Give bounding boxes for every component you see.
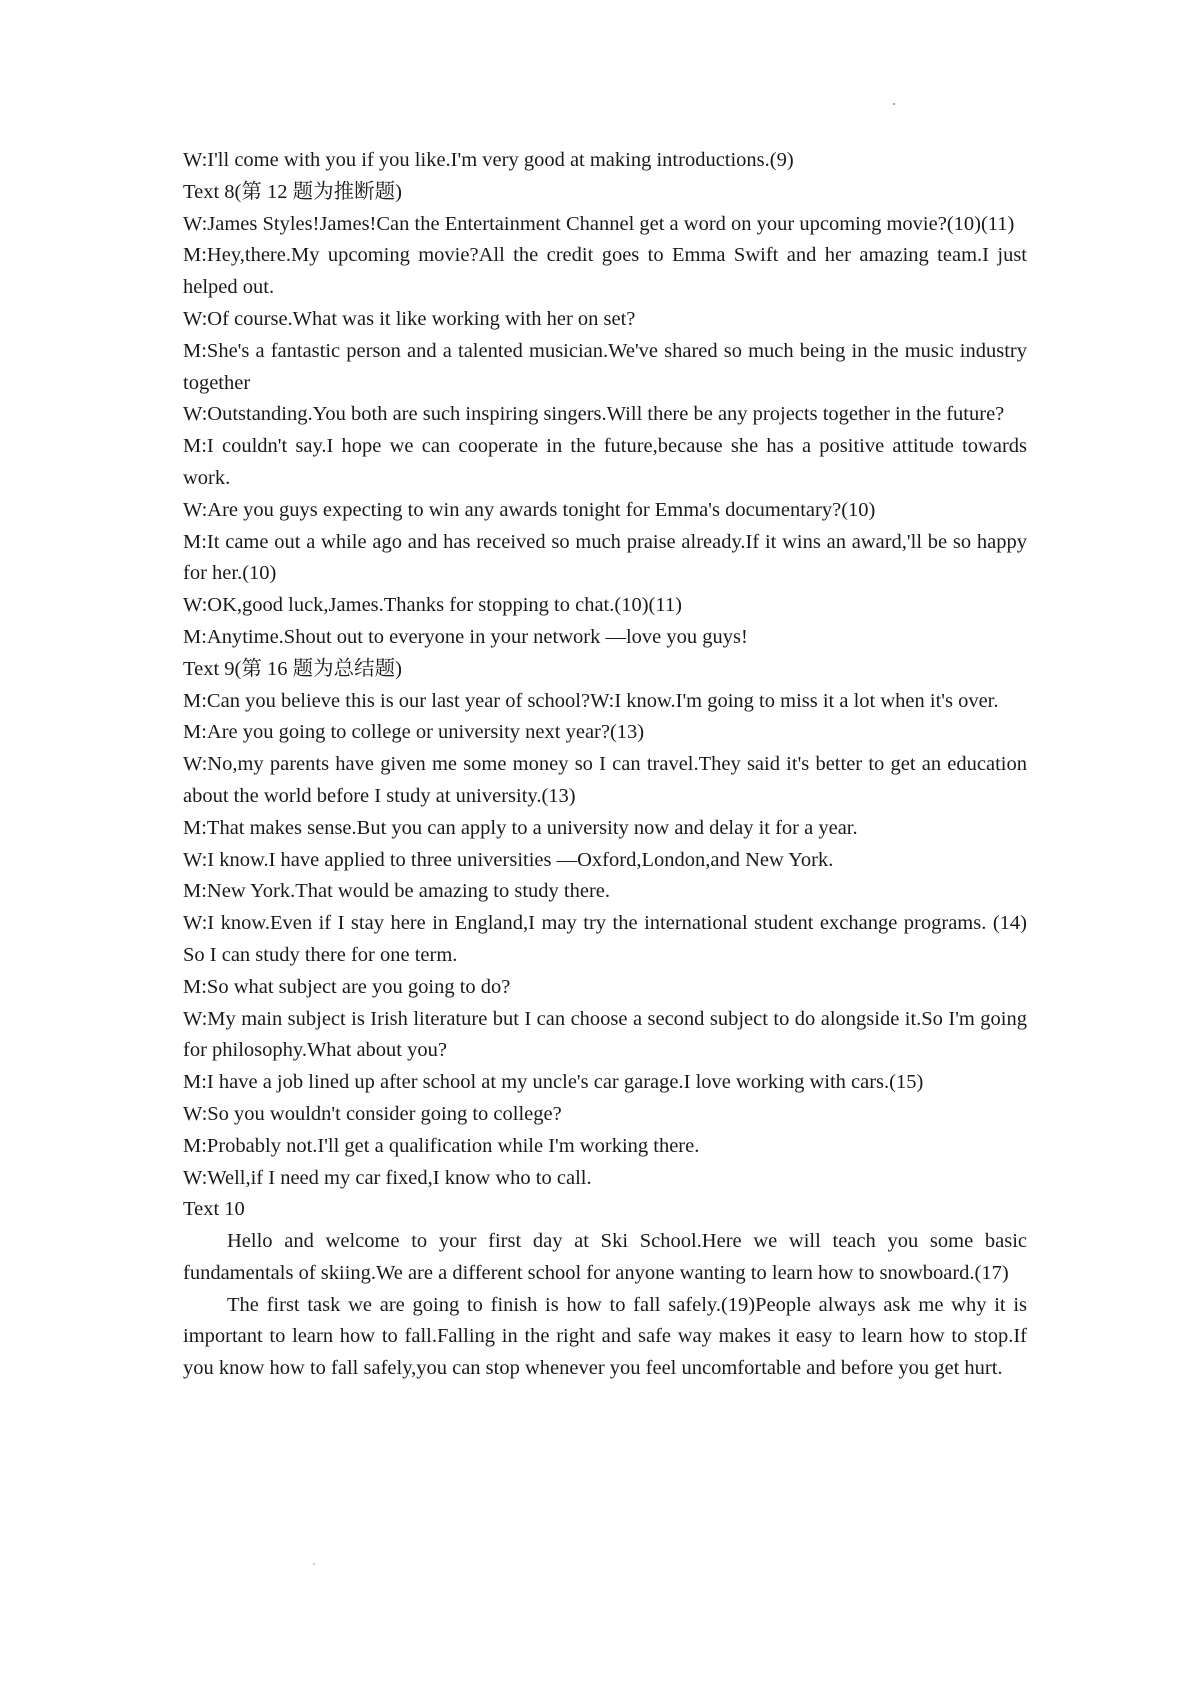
dialog-line: W:James Styles!James!Can the Entertainment Channel get a word on your upcoming movie?(10)(11) [183,212,1015,235]
dialog-line: M:Probably not.I'll get a qualification while I'm working there. [183,1134,700,1157]
dialog-line: M:I have a job lined up after school at my uncle's car garage.I love working with cars.(15) [183,1071,924,1094]
dialog-line: M:It came out a while ago and has received so much praise already.If it wins an award,'ll be so happy for her.(10) [183,530,1027,585]
dialog-line: W:Outstanding.You both are such inspiring singers.Will there be any projects together in the future? [183,403,1005,426]
dialog-line: M:Are you going to college or university next year?(13) [183,721,645,744]
section-heading: Text 10 [183,1198,245,1221]
dialog-line: W:Well,if I need my car fixed,I know who to call. [183,1166,592,1189]
dialog-line: M:New York.That would be amazing to study there. [183,880,611,903]
dialog-line: W:Of course.What was it like working with her on set? [183,307,636,330]
dialog-line: M:She's a fantastic person and a talented musician.We've shared so much being in the music industry together [183,339,1027,394]
monologue-paragraph: The first task we are going to finish is how to fall safely.(19)People always ask me why it is important to learn how to fall.Falling in the right and safe way makes it easy to learn how to stop.If you know how to fall safely,you can stop whenever you feel uncomfortable and before you get hurt. [183,1293,1027,1380]
dialog-line: M:Anytime.Shout out to everyone in your network —love you guys! [183,625,748,648]
dialog-line: W:I'll come with you if you like.I'm very good at making introductions.(9) [183,149,794,171]
dialog-line: W:OK,good luck,James.Thanks for stopping to chat.(10)(11) [183,594,682,617]
scan-speck [313,1563,315,1565]
dialog-line: M:That makes sense.But you can apply to a university now and delay it for a year. [183,816,858,839]
scan-speck [893,103,895,105]
dialog-line: W:So you wouldn't consider going to college? [183,1102,562,1125]
monologue-paragraph: Hello and welcome to your first day at Ski School.Here we will teach you some basic fundamentals of skiing.We are a different school for anyone wanting to learn how to snowboard.(17) [183,1230,1027,1284]
dialog-line: M:I couldn't say.I hope we can cooperate in the future,because she has a positive attitude towards work. [183,435,1027,489]
dialog-line: M:Can you believe this is our last year of school?W:I know.I'm going to miss it a lot when it's over. [183,689,999,712]
dialog-line: W:I know.Even if I stay here in England,I may try the international student exchange programs. (14) So I can study there for one term. [183,912,1027,966]
dialog-line: M:Hey,there.My upcoming movie?All the credit goes to Emma Swift and her amazing team.I just helped out. [183,244,1027,299]
dialog-line: W:My main subject is Irish literature but I can choose a second subject to do alongside it.So I'm going for philosophy.What about you? [183,1007,1027,1062]
document-page [183,145,1027,1385]
section-heading: Text 8(第 12 题为推断题) [183,180,402,203]
dialog-line: W:No,my parents have given me some money so I can travel.They said it's better to get an education about the world before I study at university.(13) [183,753,1027,807]
dialog-line: M:So what subject are you going to do? [183,975,511,998]
dialog-line: W:Are you guys expecting to win any awards tonight for Emma's documentary?(10) [183,498,876,521]
section-heading: Text 9(第 16 题为总结题) [183,657,402,680]
dialog-line: W:I know.I have applied to three universities —Oxford,London,and New York. [183,848,834,871]
